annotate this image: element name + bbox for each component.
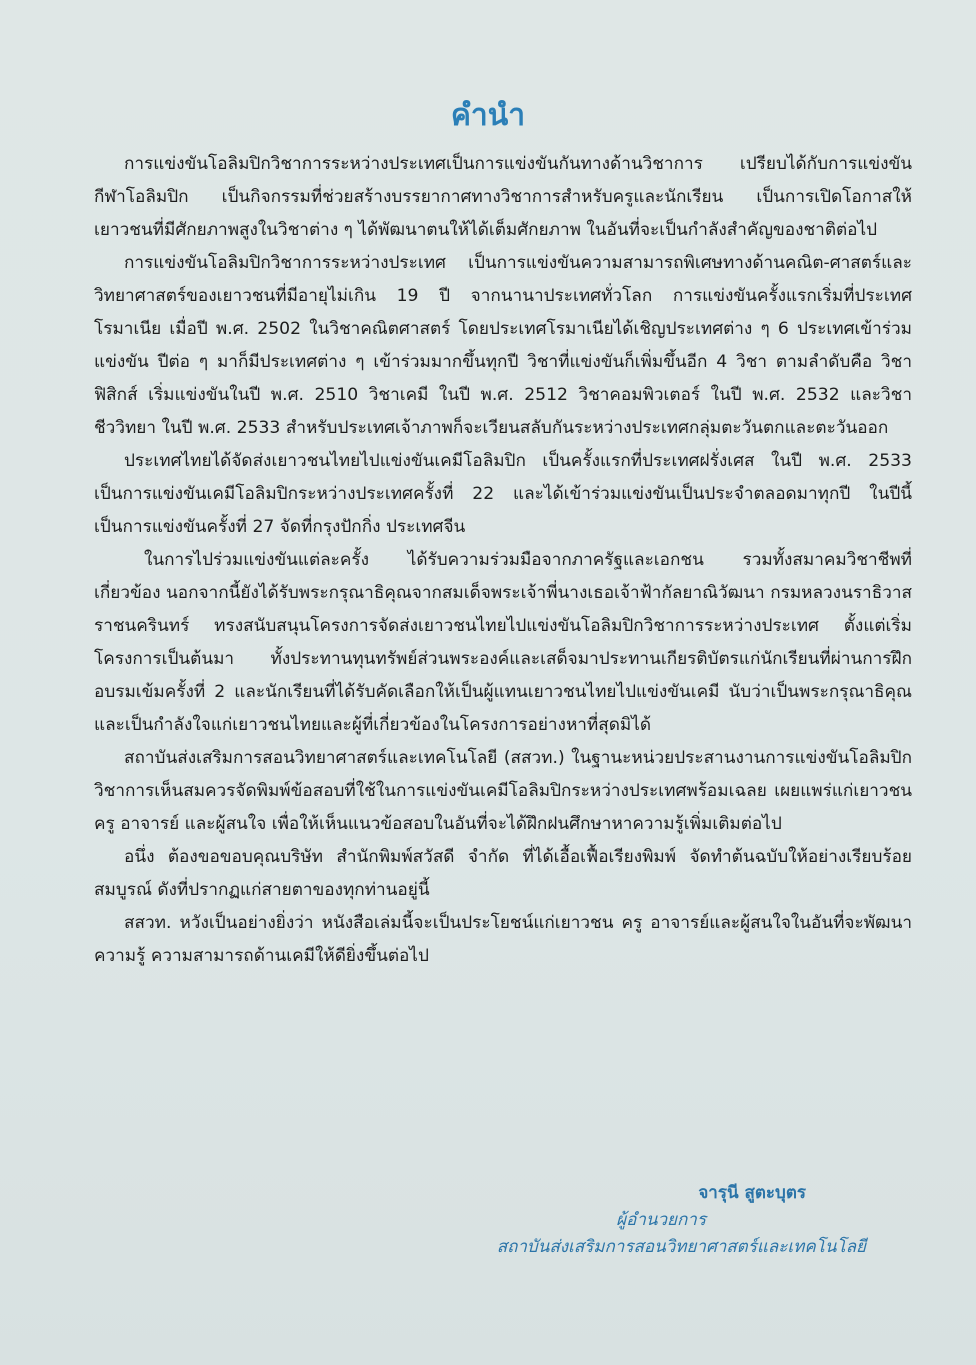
paragraph-2: การแข่งขันโอลิมปิกวิชาการระหว่างประเทศ เป็นการแข่งขันความสามารถพิเศษทางด้านคณิต-ศาสตร์และวิทยาศาสตร์ของเยาวชนที่มีอายุไม่เกิน 19 ปี จากนานาประเทศทั่วโลก การแข่งขันครั้งแรกเริ่มที่ประเทศโรมาเนีย เมื่อปี พ.ศ. 2502 ในวิชาคณิตศาสตร์ โดยประเทศโรมาเนียได้เชิญประเทศต่าง ๆ 6 ประเทศเข้าร่วมแข่งขัน ปีต่อ ๆ มาก็มีประเทศต่าง ๆ เข้าร่วมมากขึ้นทุกปี วิชาที่แข่งขันก็เพิ่มขึ้นอีก 4 วิชา ตามลำดับคือ วิชาฟิสิกส์ เริ่มแข่งขันในปี พ.ศ. 2510 วิชาเคมี ในปี พ.ศ. 2512 วิชาคอมพิวเตอร์ ในปี พ.ศ. 2532 และวิชาชีววิทยา ในปี พ.ศ. 2533 สำหรับประเทศเจ้าภาพก็จะเวียนสลับกันระหว่างประเทศกลุ่มตะวันตกและตะวันออก bbox=[94, 253, 912, 438]
signature-name: จารุนี สูตะบุตร bbox=[698, 1183, 806, 1203]
signature-role: ผู้อำนวยการ bbox=[616, 1210, 706, 1230]
signature-org: สถาบันส่งเสริมการสอนวิทยาศาสตร์และเทคโนโลยี bbox=[496, 1237, 866, 1257]
paragraph-4: ในการไปร่วมแข่งขันแต่ละครั้ง ได้รับความร่วมมือจากภาครัฐและเอกชน รวมทั้งสมาคมวิชาชีพที่เกี่ยวข้อง นอกจากนี้ยังได้รับพระกรุณาธิคุณจากสมเด็จพระเจ้าพี่นางเธอเจ้าฟ้ากัลยาณิวัฒนา กรมหลวงนราธิวาสราชนครินทร์ ทรงสนับสนุนโครงการจัดส่งเยาวชนไทยไปแข่งขันโอลิมปิกวิชาการระหว่างประเทศ ตั้งแต่เริ่มโครงการเป็นต้นมา ทั้งประทานทุนทรัพย์ส่วนพระองค์และเสด็จมาประทานเกียรติบัตรแก่นักเรียนที่ผ่านการฝึกอบรมเข้มครั้งที่ 2 และนักเรียนที่ได้รับคัดเลือกให้เป็นผู้แทนเยาวชนไทยไปแข่งขันเคมี นับว่าเป็นพระกรุณาธิคุณและเป็นกำลังใจแก่เยาวชนไทยและผู้ที่เกี่ยวข้องในโครงการอย่างหาที่สุดมิได้ bbox=[94, 550, 912, 735]
page-title: คำนำ bbox=[450, 98, 526, 133]
paragraph-5: สถาบันส่งเสริมการสอนวิทยาศาสตร์และเทคโนโลยี (สสวท.) ในฐานะหน่วยประสานงานการแข่งขันโอลิมปิกวิชาการเห็นสมควรจัดพิมพ์ข้อสอบที่ใช้ในการแข่งขันเคมีโอลิมปิกระหว่างประเทศพร้อมเฉลย เผยแพร่แก่เยาวชน ครู อาจารย์ และผู้สนใจ เพื่อให้เห็นแนวข้อสอบในอันที่จะได้ฝึกฝนศึกษาหาความรู้เพิ่มเติมต่อไป bbox=[94, 748, 912, 834]
paragraph-6: อนึ่ง ต้องขอขอบคุณบริษัท สำนักพิมพ์สวัสดี จำกัด ที่ได้เอื้อเฟื้อเรียงพิมพ์ จัดทำต้นฉบับให้อย่างเรียบร้อยสมบูรณ์ ดังที่ปรากฏแก่สายตาของทุกท่านอยู่นี้ bbox=[94, 847, 912, 900]
signature-block bbox=[306, 1180, 866, 1261]
paragraph-7: สสวท. หวังเป็นอย่างยิ่งว่า หนังสือเล่มนี้จะเป็นประโยชน์แก่เยาวชน ครู อาจารย์และผู้สนใจในอันที่จะพัฒนาความรู้ ความสามารถด้านเคมีให้ดียิ่งขึ้นต่อไป bbox=[94, 913, 912, 966]
paragraph-3: ประเทศไทยได้จัดส่งเยาวชนไทยไปแข่งขันเคมีโอลิมปิก เป็นครั้งแรกที่ประเทศฝรั่งเศส ในปี พ.ศ. 2533 เป็นการแข่งขันเคมีโอลิมปิกระหว่างประเทศครั้งที่ 22 และได้เข้าร่วมแข่งขันเป็นประจำตลอดมาทุกปี ในปีนี้เป็นการแข่งขันครั้งที่ 27 จัดที่กรุงปักกิ่ง ประเทศจีน bbox=[94, 451, 912, 537]
paragraph-1: การแข่งขันโอลิมปิกวิชาการระหว่างประเทศเป็นการแข่งขันกันทางด้านวิชาการ เปรียบได้กับการแข่งขันกีฬาโอลิมปิก เป็นกิจกรรมที่ช่วยสร้างบรรยากาศทางวิชาการสำหรับครูและนักเรียน เป็นการเปิดโอกาสให้เยาวชนที่มีศักยภาพสูงในวิชาต่าง ๆ ได้พัฒนาตนให้ได้เต็มศักยภาพ ในอันที่จะเป็นกำลังสำคัญของชาติต่อไป bbox=[94, 154, 912, 240]
foreword-body bbox=[94, 148, 912, 973]
